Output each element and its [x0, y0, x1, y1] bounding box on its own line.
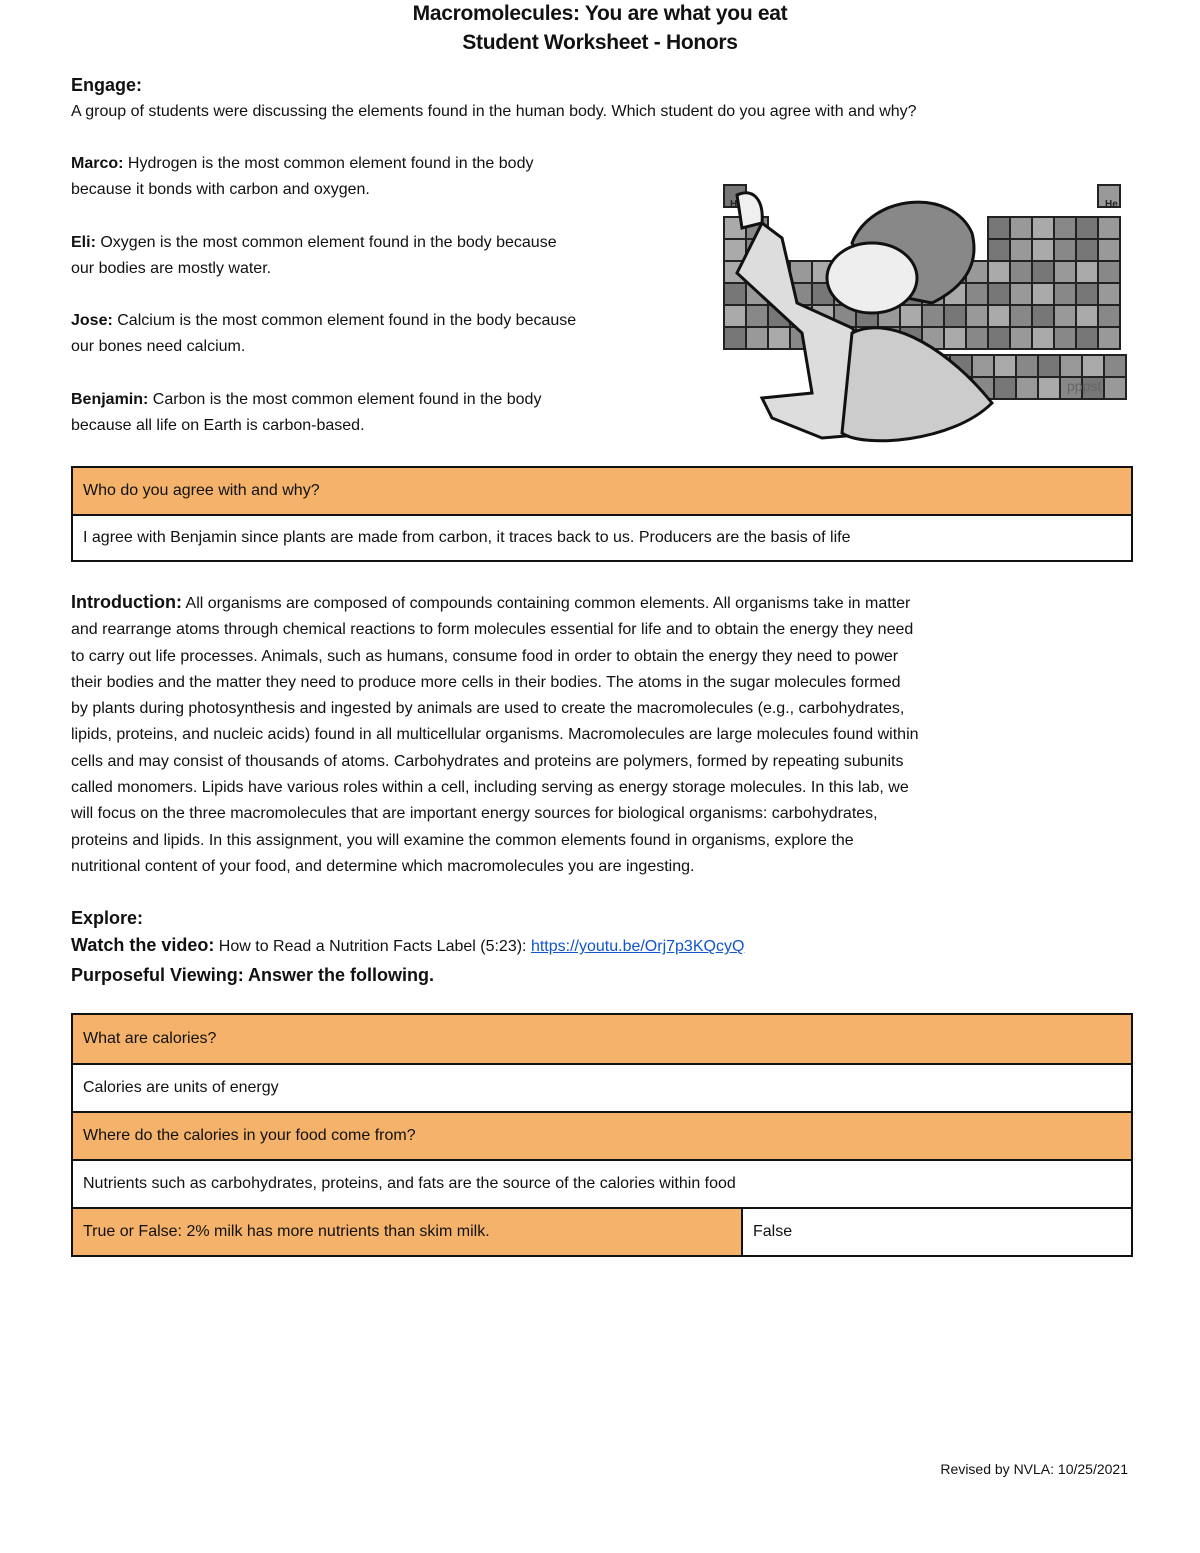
element-cell: [988, 283, 1010, 305]
element-cell: [1076, 261, 1098, 283]
element-cell: [746, 305, 768, 327]
element-cell: [1054, 283, 1076, 305]
revision-note: Revised by NVLA: 10/25/2021: [940, 1461, 1128, 1477]
element-cell: [1054, 217, 1076, 239]
element-cell: [1010, 305, 1032, 327]
engage-answer-field[interactable]: I agree with Benjamin since plants are made from carbon, it traces back to us. Producers are the basis of life: [83, 529, 851, 546]
introduction-heading: Introduction:: [71, 592, 182, 612]
intro-line: will focus on the three macromolecules that are important energy sources for biological organisms: carbohydrates,: [71, 805, 878, 823]
element-cell: [1104, 355, 1126, 377]
element-cell: [1010, 239, 1032, 261]
student-name: Marco:: [71, 155, 124, 172]
statement-line: Carbon is the most common element found in the body: [152, 390, 542, 408]
element-cell: [1010, 261, 1032, 283]
watch-label: Watch the video:: [71, 935, 215, 956]
purposeful-viewing: Purposeful Viewing: Answer the following.: [71, 965, 435, 986]
student-statements: [71, 151, 576, 439]
video-title: How to Read a Nutrition Facts Label (5:23):: [218, 938, 527, 956]
element-cell: [1060, 355, 1082, 377]
element-cell: [1032, 217, 1054, 239]
intro-line: All organisms are composed of compounds containing common elements. All organisms take in matter: [185, 595, 911, 612]
element-cell: [1038, 355, 1060, 377]
student-name: Jose:: [71, 312, 113, 330]
video-link[interactable]: https://youtu.be/Orj7p3KQcyQ: [530, 938, 745, 956]
element-cell: [988, 305, 1010, 327]
explore-section: [71, 905, 744, 990]
element-cell: [1032, 283, 1054, 305]
element-cell: [1032, 305, 1054, 327]
element-cell: [922, 305, 944, 327]
student-jose: [71, 308, 576, 361]
statement-line: Oxygen is the most common element found in the body because: [100, 233, 557, 251]
element-cell: [1098, 217, 1120, 239]
element-cell: [994, 377, 1016, 399]
element-cell: [1054, 327, 1076, 349]
element-cell: [724, 327, 746, 349]
statement-line: because all life on Earth is carbon-based.: [71, 417, 365, 435]
element-cell: [1010, 217, 1032, 239]
element-cell: [1098, 327, 1120, 349]
element-cell: [944, 327, 966, 349]
element-cell: [1054, 239, 1076, 261]
watermark: pppst: [1067, 378, 1102, 394]
answer-calories-field[interactable]: Calories are units of energy: [83, 1079, 279, 1096]
element-cell: [900, 305, 922, 327]
introduction-paragraph: [71, 589, 919, 880]
element-cell: [1076, 305, 1098, 327]
element-cell: [1076, 283, 1098, 305]
element-cell: [1016, 377, 1038, 399]
explore-questions-table: [71, 1013, 1133, 1257]
element-cell: [790, 261, 812, 283]
element-cell: [1098, 261, 1120, 283]
explore-heading: Explore:: [71, 908, 144, 928]
scientist-periodic-table-illustration: [722, 183, 1128, 445]
element-cell: [1032, 239, 1054, 261]
statement-line: Calcium is the most common element found in the body because: [117, 312, 577, 330]
page-title: Macromolecules: You are what you eat: [412, 2, 788, 25]
student-name: Eli:: [71, 233, 96, 251]
intro-line: to carry out life processes. Animals, such as humans, consume food in order to obtain the energy they need to power: [71, 647, 899, 665]
element-cell: [1098, 283, 1120, 305]
student-benjamin: [71, 387, 576, 440]
element-cell: [966, 327, 988, 349]
answer-calorie-source-field[interactable]: Nutrients such as carbohydrates, proteins, and fats are the source of the calories within food: [83, 1175, 736, 1192]
element-h-label: H: [730, 199, 738, 210]
element-cell: [966, 283, 988, 305]
element-cell: [966, 305, 988, 327]
engage-prompt: A group of students were discussing the elements found in the human body. Which student do you agree with and why?: [71, 103, 917, 120]
element-cell: [1098, 239, 1120, 261]
element-cell: [724, 239, 746, 261]
element-cell: [1038, 377, 1060, 399]
element-cell: [1032, 261, 1054, 283]
element-cell: [1098, 305, 1120, 327]
engage-answer-table: [71, 466, 1133, 562]
element-cell: [1104, 377, 1126, 399]
student-eli: [71, 230, 576, 283]
intro-line: lipids, proteins, and nucleic acids) found in all multicellular organisms. Macromolecules are large molecules found within: [71, 726, 919, 744]
intro-line: nutritional content of your food, and determine which macromolecules you are ingesting.: [71, 857, 695, 875]
question-calorie-source: Where do the calories in your food come from?: [83, 1127, 416, 1144]
element-cell: [972, 355, 994, 377]
element-cell: [1032, 327, 1054, 349]
element-cell: [1076, 217, 1098, 239]
element-he-label: He: [1105, 199, 1118, 210]
element-cell: [994, 355, 1016, 377]
question-calories: What are calories?: [83, 1030, 217, 1047]
intro-line: their bodies and the matter they need to produce more cells in their bodies. The atoms in the sugar molecules formed: [71, 673, 901, 691]
element-cell: [1010, 283, 1032, 305]
statement-line: our bones need calcium.: [71, 338, 246, 356]
element-cell: [768, 327, 790, 349]
question-milk: True or False: 2% milk has more nutrients than skim milk.: [73, 1209, 743, 1255]
intro-line: cells and may consist of thousands of atoms. Carbohydrates and proteins are polymers, formed by repeating subunits: [71, 752, 904, 770]
statement-line: because it bonds with carbon and oxygen.: [71, 181, 370, 199]
intro-line: by plants during photosynthesis and ingested by animals are used to create the macromolecules (e.g., carbohydrates,: [71, 700, 905, 718]
engage-heading: Engage:: [71, 75, 143, 95]
element-cell: [1076, 327, 1098, 349]
statement-line: Hydrogen is the most common element found in the body: [127, 155, 534, 172]
element-cell: [988, 217, 1010, 239]
element-cell: [1016, 355, 1038, 377]
element-cell: [724, 305, 746, 327]
intro-line: called monomers. Lipids have various roles within a cell, including serving as energy storage molecules. In this lab, we: [71, 779, 909, 797]
answer-milk-field[interactable]: False: [753, 1223, 793, 1240]
engage-question: Who do you agree with and why?: [83, 482, 320, 499]
student-marco: [71, 151, 576, 204]
element-cell: [1082, 355, 1104, 377]
element-cell: [988, 261, 1010, 283]
statement-line: our bodies are mostly water.: [71, 259, 272, 277]
intro-line: and rearrange atoms through chemical reactions to form molecules essential for life and to obtain the energy they need: [71, 621, 914, 639]
element-cell: [1076, 239, 1098, 261]
element-cell: [746, 327, 768, 349]
element-cell: [1010, 327, 1032, 349]
element-cell: [944, 305, 966, 327]
page-subtitle: Student Worksheet - Honors: [462, 31, 738, 54]
element-cell: [1054, 305, 1076, 327]
element-cell: [988, 239, 1010, 261]
element-cell: [724, 283, 746, 305]
student-name: Benjamin:: [71, 390, 149, 408]
element-cell: [1054, 261, 1076, 283]
element-cell: [988, 327, 1010, 349]
intro-line: proteins and lipids. In this assignment, you will examine the common elements found in organisms, explore the: [71, 831, 854, 849]
